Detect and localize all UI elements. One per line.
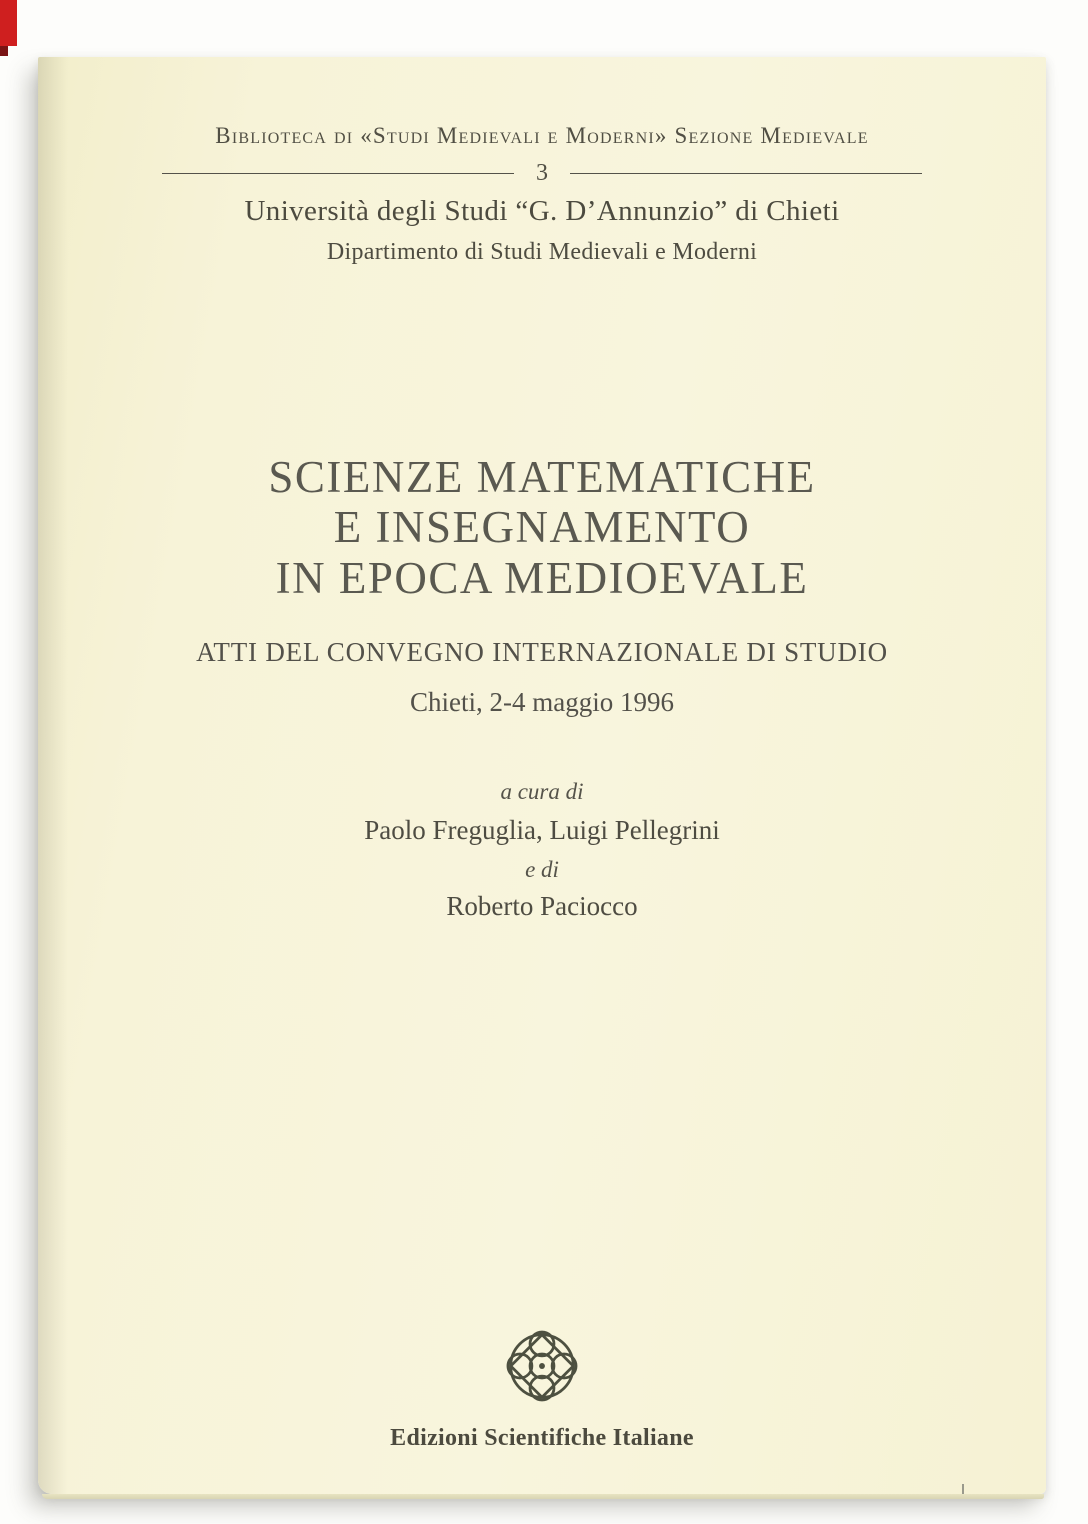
series-number: 3 xyxy=(536,160,548,186)
book-subtitle: ATTI DEL CONVEGNO INTERNAZIONALE DI STUDIO xyxy=(196,637,888,667)
department-name: Dipartimento di Studi Medievali e Moderni xyxy=(326,239,758,265)
book-title-line-1: SCIENZE MATEMATICHE xyxy=(268,452,816,502)
book-title-line-3: IN EPOCA MEDIOEVALE xyxy=(275,552,809,603)
series-title: Biblioteca di «Studi Medievali e Moderni» Sezione Medievale xyxy=(215,123,869,148)
event-location-date: Chieti, 2-4 maggio 1996 xyxy=(410,687,674,717)
and-by-label: e di xyxy=(525,857,559,882)
university-name: Università degli Studi “G. D’Annunzio” di Chieti xyxy=(244,195,840,227)
scan-artifact-red xyxy=(0,0,17,46)
book-title-line-2: E INSEGNAMENTO xyxy=(333,502,751,553)
book-cover xyxy=(38,57,1046,1494)
editors-names: Paolo Freguglia, Luigi Pellegrini xyxy=(364,815,720,845)
second-editor-name: Roberto Paciocco xyxy=(446,891,638,921)
right-rule xyxy=(570,173,922,174)
scan-artifact-red-dark xyxy=(0,46,8,56)
esi-ornament-icon xyxy=(38,1319,1046,1413)
book-title xyxy=(38,452,1046,603)
left-rule xyxy=(162,173,514,174)
publisher-name: Edizioni Scientifiche Italiane xyxy=(390,1425,694,1451)
scan-artifact-tick xyxy=(962,1484,964,1494)
series-number-row xyxy=(38,161,1046,185)
edited-by-label: a cura di xyxy=(500,779,584,804)
